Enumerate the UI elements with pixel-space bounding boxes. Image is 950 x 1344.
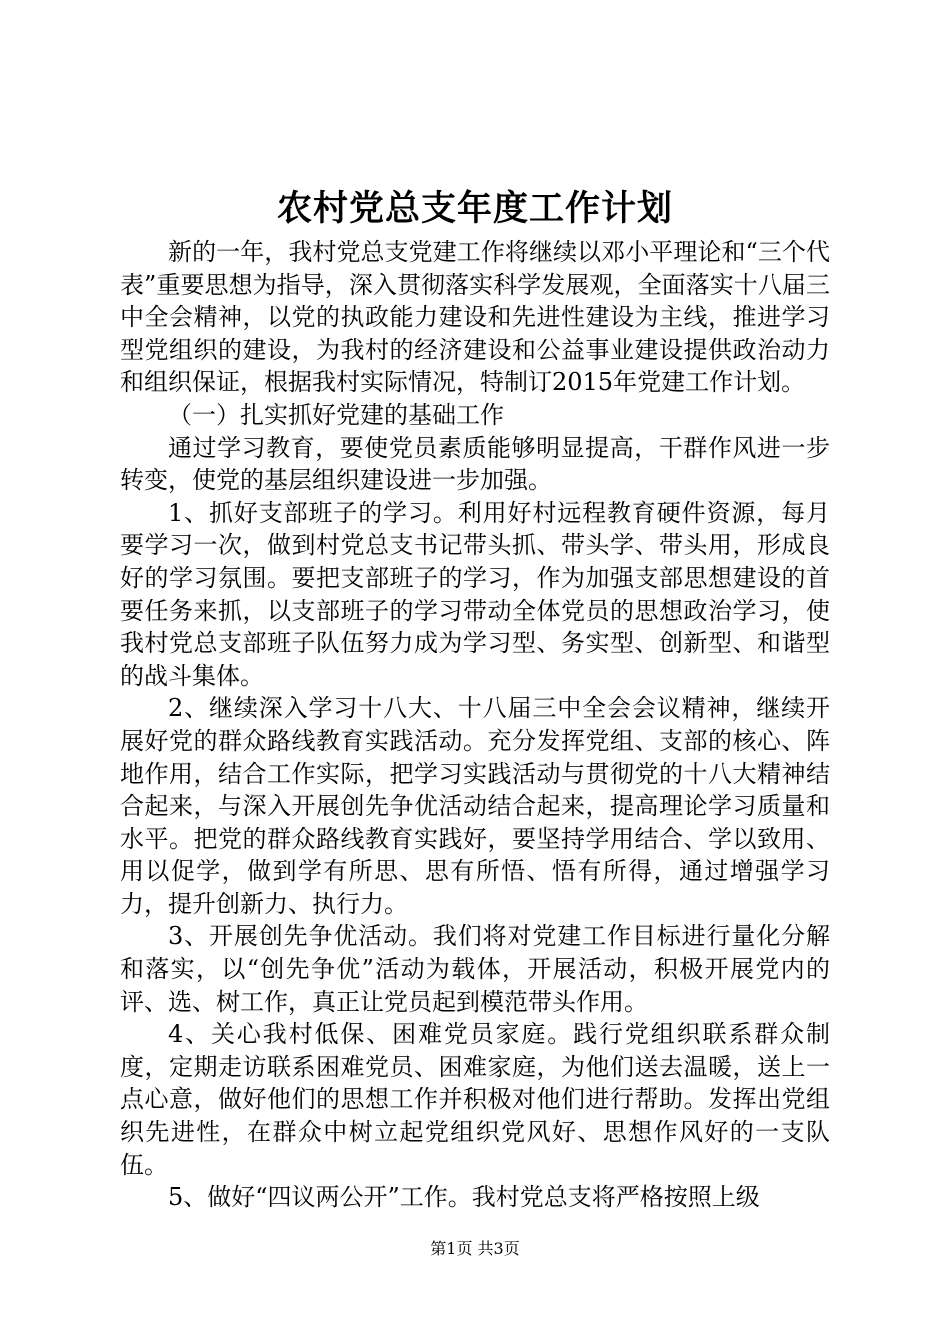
paragraph-item-1: 1、抓好支部班子的学习。利用好村远程教育硬件资源，每月要学习一次，做到村党总支书记带头抓、带头学、带头用，形成良好的学习氛围。要把支部班子的学习，作为加强支部思想建设的首要任务来抓，以支部班子的学习带动全体党员的思想政治学习，使我村党总支部班子队伍努力成为学习型、务实型、创新型、和谐型的战斗集体。 <box>120 498 830 690</box>
document-title: 农村党总支年度工作计划 <box>276 188 673 229</box>
paragraph-item-3: 3、开展创先争优活动。我们将对党建工作目标进行量化分解和落实，以“创先争优”活动为载体，开展活动，积极开展党内的评、选、树工作，真正让党员起到模范带头作用。 <box>120 922 830 1016</box>
page-number-footer: 第1页 共3页 <box>430 1239 520 1258</box>
document-body <box>120 236 830 1214</box>
paragraph-item-4: 4、关心我村低保、困难党员家庭。践行党组织联系群众制度，定期走访联系困难党员、困难家庭，为他们送去温暖，送上一点心意，做好他们的思想工作并积极对他们进行帮助。发挥出党组织先进性，在群众中树立起党组织党风好、思想作风好的一支队伍。 <box>120 1020 830 1179</box>
paragraph-section-summary: 通过学习教育，要使党员素质能够明显提高，干群作风进一步转变，使党的基层组织建设进一步加强。 <box>120 433 830 495</box>
paragraph-item-2: 2、继续深入学习十八大、十八届三中全会会议精神，继续开展好党的群众路线教育实践活动。充分发挥党组、支部的核心、阵地作用，结合工作实际，把学习实践活动与贯彻党的十八大精神结合起来，与深入开展创先争优活动结合起来，提高理论学习质量和水平。把党的群众路线教育实践好，要坚持学用结合、学以致用、用以促学，做到学有所思、思有所悟、悟有所得，通过增强学习力，提升创新力、执行力。 <box>120 694 830 918</box>
paragraph-item-5: 5、做好“四议两公开”工作。我村党总支将严格按照上级 <box>168 1183 760 1212</box>
section-heading: （一）扎实抓好党建的基础工作 <box>168 400 504 429</box>
paragraph-intro: 新的一年，我村党总支党建工作将继续以邓小平理论和“三个代表”重要思想为指导，深入贯彻落实科学发展观，全面落实十八届三中全会精神，以党的执政能力建设和先进性建设为主线，推进学习型党组织的建设，为我村的经济建设和公益事业建设提供政治动力和组织保证，根据我村实际情况，特制订2015年党建工作计划。 <box>120 238 830 397</box>
